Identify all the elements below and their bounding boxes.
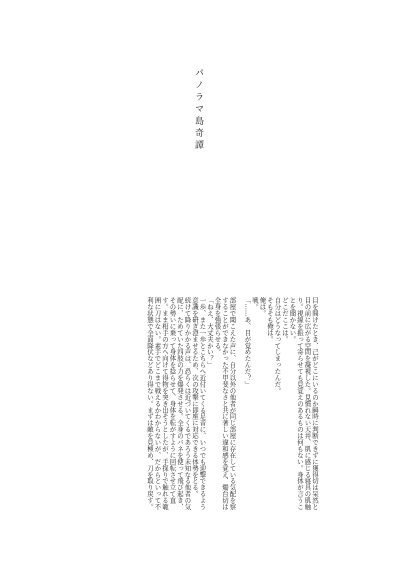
page-title: パノラマ島奇譚: [193, 68, 203, 152]
paragraph: 自分はどうなってしまったんだ。: [273, 297, 282, 394]
paragraph: 俺は。: [258, 297, 267, 317]
paragraph: どこだここは。: [281, 297, 289, 343]
body-text: [146, 297, 319, 511]
paragraph: 続けて降りかかる声は、恐らくは近づいてくるであろう未知なる他者の気配に、ためていた四肢の力を爆発させる。全身のバネを使って飛び起き、その勢いに乗って身体を捻らせて、身体を転がすように回転させ立て直す。まま相手の方へ向けて得物を突き出そうとしたが、手探りで触れる範囲に刀はない。素手でどこまで戦えるかわからないが、だからといって不利な状態で全面降伏などあり得ない。まずは敵を見極め、刀を取り戻す。: [146, 297, 192, 510]
paragraph: そもそも俺は。: [266, 297, 274, 343]
paragraph: 「ねえ、大丈夫かい？」: [206, 297, 214, 368]
paragraph: 戦。: [251, 297, 259, 310]
paragraph: 目を開けたとき、己がどこにいるのか瞬時に判断できずに獲得切は呆然と目の前に広がる空間を凝視した。見慣れない天井、肌に感じる寝具の肌触り。視線を振って寄らせても見覚えのあるものは何もない。身体が言うことを聞かない。: [288, 297, 319, 510]
paragraph: 部屋で聞こえた声に、自分以外の他者が同じ部屋に存在している気配を察することができなかった不甲斐なさと共に著しい違和感を覚え、燭台切は全身を強張らせる。: [213, 297, 237, 510]
paragraph: 「……あ、目が覚めたんだ？」: [243, 297, 252, 388]
paragraph: 一歩、また一歩とこちらへ近付いてくる足音に、いつでも迎撃できるよう意識を研ぎ澄ませるため、次の攻撃に即座に対応できる体勢をとる。: [191, 297, 207, 510]
